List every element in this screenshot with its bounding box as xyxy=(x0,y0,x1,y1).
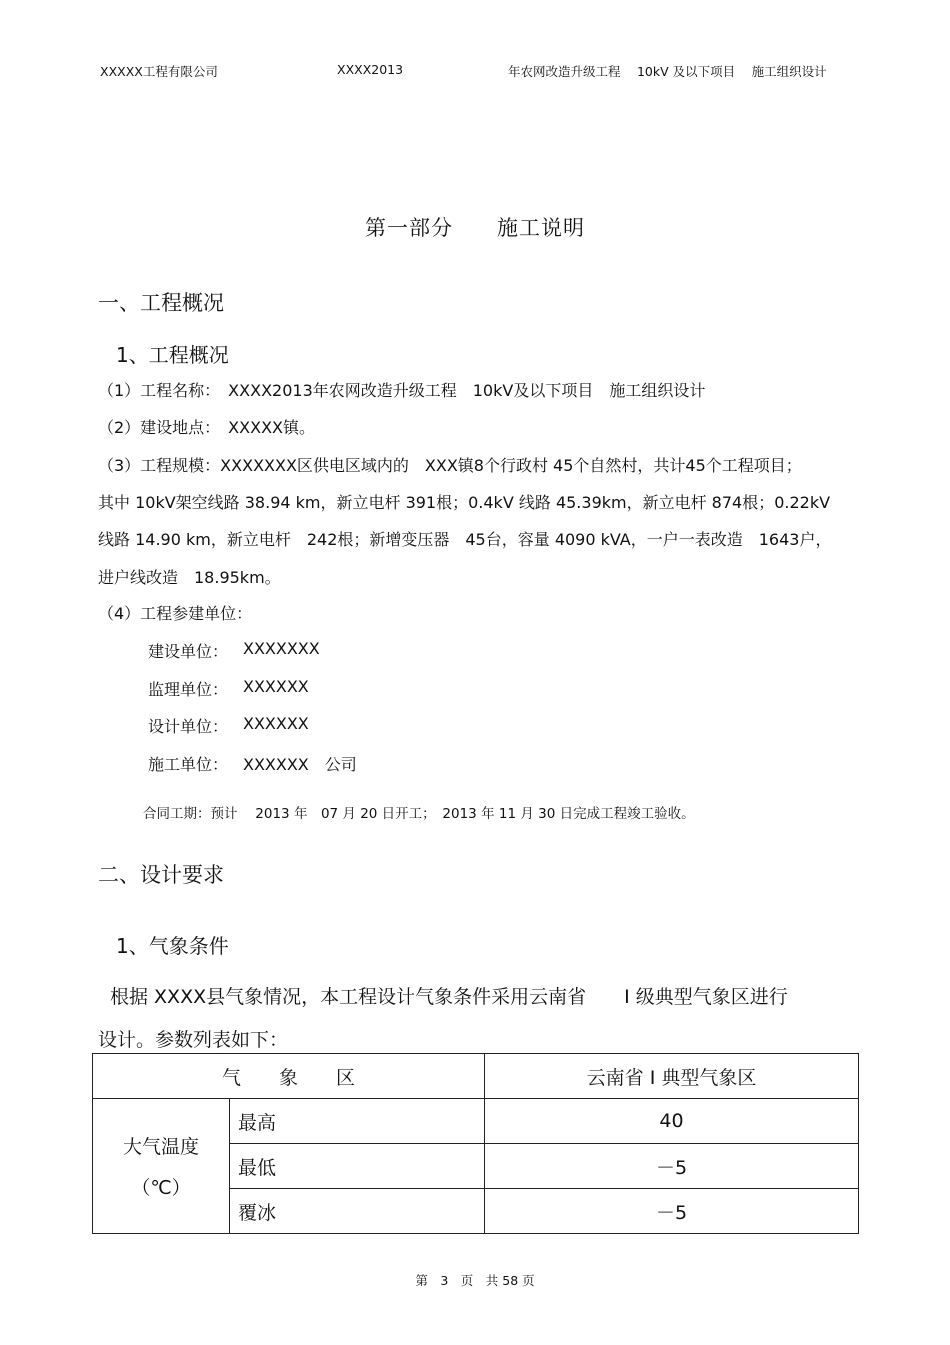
unit-label: 监理单位： xyxy=(148,680,229,699)
project-location-line: （2）建设地点： XXXXX镇。 xyxy=(98,418,315,437)
sub-heading-weather: 1、气象条件 xyxy=(116,934,229,958)
section-heading-design: 二、设计要求 xyxy=(98,863,224,887)
unit-label: 施工单位： xyxy=(148,755,229,774)
contract-period: 合同工期：预计 2013 年 07 月 20 日开工； 2013 年 11 月 30 日完成工程竣工验收。 xyxy=(143,806,695,822)
project-scale-line-4: 进户线改造 18.95km。 xyxy=(98,568,281,587)
temperature-group-cell xyxy=(93,1099,230,1234)
row-name: 覆冰 xyxy=(230,1189,485,1234)
project-scale-line-2: 其中 10kV架空线路 38.94 km，新立电杆 391根；0.4kV 线路 45.39km，新立电杆 874根；0.22kV xyxy=(98,493,831,512)
row-value: 40 xyxy=(485,1099,859,1144)
table-row xyxy=(93,1099,859,1144)
section-heading-overview: 一、工程概况 xyxy=(98,291,224,315)
row-value: －5 xyxy=(485,1189,859,1234)
row-value: －5 xyxy=(485,1144,859,1189)
unit-value: XXXXXX xyxy=(243,677,309,696)
project-scale-line-1: （3）工程规模：XXXXXXX区供电区域内的 XXX镇8个行政村 45个自然村，共计45个工程项目； xyxy=(98,456,802,475)
row-name: 最低 xyxy=(230,1144,485,1189)
project-name-line: （1）工程名称： XXXX2013年农网改造升级工程 10kV及以下项目 施工组织设计 xyxy=(98,381,706,400)
project-scale-line-3: 线路 14.90 km，新立电杆 242根；新增变压器 45台，容量 4090 kVA，一户一表改造 1643户， xyxy=(98,530,832,549)
weather-paragraph-line-2: 设计。参数列表如下： xyxy=(98,1029,289,1051)
unit-label: 设计单位： xyxy=(148,717,229,736)
weather-paragraph-line-1: 根据 XXXX县气象情况，本工程设计气象条件采用云南省 I 级典型气象区进行 xyxy=(110,986,788,1008)
table-header-region: 云南省 I 典型气象区 xyxy=(485,1054,859,1099)
participants-heading: （4）工程参建单位： xyxy=(98,604,253,623)
page-number: 第 3 页 共 58 页 xyxy=(415,1273,535,1288)
header-code: XXXX2013 xyxy=(337,62,404,77)
row-name: 最高 xyxy=(230,1099,485,1144)
table-header-zone: 气 象 区 xyxy=(93,1054,485,1099)
unit-value: XXXXXX 公司 xyxy=(243,755,357,774)
document-title: 第一部分 施工说明 xyxy=(365,216,585,240)
header-company: XXXXX工程有限公司 xyxy=(100,64,218,79)
sub-heading-overview: 1、工程概况 xyxy=(116,343,229,367)
header-project: 年农网改造升级工程 10kV 及以下项目 施工组织设计 xyxy=(508,64,827,79)
temperature-label: 大气温度 xyxy=(122,1136,199,1158)
unit-value: XXXXXX xyxy=(243,714,309,733)
unit-label: 建设单位： xyxy=(148,642,229,661)
temperature-unit: （℃） xyxy=(131,1177,191,1199)
table-header-row xyxy=(93,1054,859,1099)
weather-parameter-table xyxy=(92,1053,859,1234)
unit-value: XXXXXXX xyxy=(243,639,320,658)
